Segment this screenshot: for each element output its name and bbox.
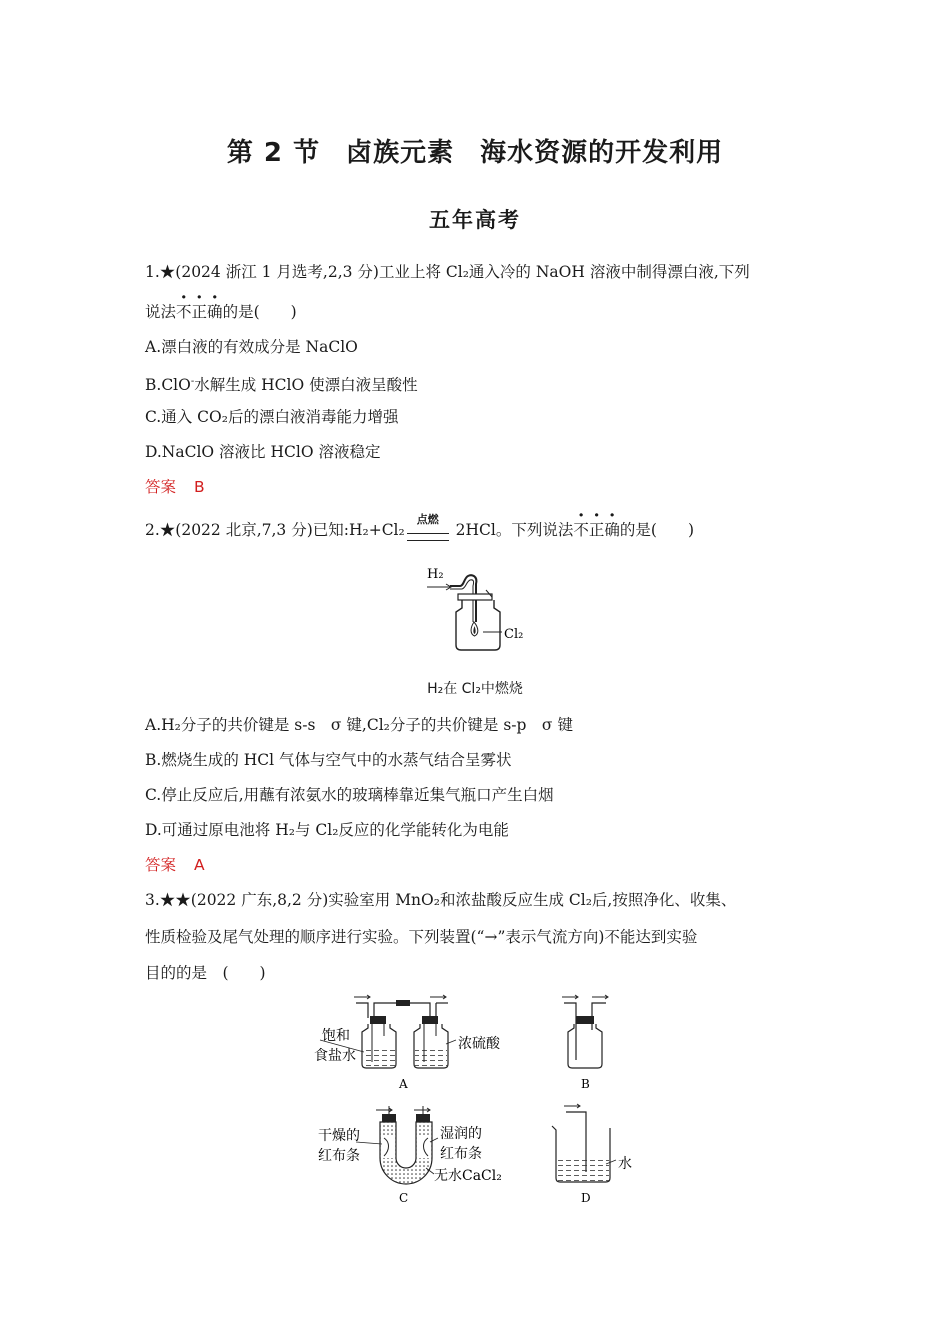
q2-option-d: D.可通过原电池将 H₂与 Cl₂反应的化学能转化为电能: [145, 821, 509, 839]
q2-stem: [145, 513, 695, 541]
q2-option-b: B.燃烧生成的 HCl 气体与空气中的水蒸气结合呈雾状: [145, 751, 512, 769]
q3-stem-line3: 目的的是 ( ): [145, 964, 266, 982]
q1-stem-line1: 1.★(2024 浙江 1 月选考,2,3 分)工业上将 Cl₂通入冷的 NaOH 溶液中制得漂白液,下列: [145, 263, 750, 281]
page-title: [0, 132, 950, 169]
q1-option-b-text: B.ClO: [145, 376, 191, 394]
apparatus-c: [318, 1106, 502, 1205]
q1-option-b: [145, 371, 418, 396]
q1-emphasis-char: 确: [207, 303, 223, 321]
q2-option-c: C.停止反应后,用蘸有浓氨水的玻璃棒靠近集气瓶口产生白烟: [145, 786, 554, 804]
figure-label-a: A: [399, 1077, 408, 1091]
q1-stem-text: 说法: [145, 303, 177, 321]
q2-stem-text: 2HCl。下列说法: [455, 521, 574, 539]
answer-label: 答案: [145, 856, 177, 874]
q1-option-a: A.漂白液的有效成分是 NaClO: [145, 338, 358, 356]
q2-option-a: A.H₂分子的共价键是 s-s σ 键,Cl₂分子的共价键是 s-p σ 键: [145, 716, 573, 734]
apparatus-d: [552, 1104, 632, 1205]
label-saturated: 饱和: [322, 1028, 350, 1044]
q3-stem-line1: 3.★★(2022 广东,8,2 分)实验室用 MnO₂和浓盐酸反应生成 Cl₂后,按照净化、收集、: [145, 891, 737, 909]
figure-label-b: B: [581, 1077, 590, 1091]
label-anhydrous-cacl2: 无水CaCl₂: [434, 1168, 502, 1184]
apparatus-a: [314, 995, 501, 1091]
title-section-number: 第 2 节: [226, 138, 321, 168]
answer-label: 答案: [145, 478, 177, 496]
section-heading: 五年高考: [429, 208, 521, 232]
q1-answer: [145, 476, 205, 498]
q1-stem-line2: [145, 301, 297, 323]
figure-label-c: C: [399, 1191, 409, 1205]
q2-answer: [145, 854, 205, 876]
label-water: 水: [618, 1156, 632, 1172]
label-red-cloth-moist: 红布条: [440, 1146, 482, 1162]
figure-caption: H₂在 Cl₂中燃烧: [427, 681, 523, 697]
answer-value: B: [194, 478, 205, 496]
q2-stem-text: 的是( ): [619, 521, 695, 539]
label-red-cloth-dry: 红布条: [318, 1148, 360, 1164]
reaction-condition-label: 点燃: [416, 513, 439, 526]
q2-emphasis-char: 正: [588, 521, 605, 539]
q1-option-b-text: 水解生成 HClO 使漂白液呈酸性: [194, 376, 418, 394]
cl2-label: Cl₂: [504, 627, 524, 642]
label-moist: 湿润的: [440, 1126, 482, 1142]
label-dry: 干燥的: [318, 1128, 360, 1144]
q1-option-d: D.NaClO 溶液比 HClO 溶液稳定: [145, 443, 381, 461]
h2-combustion-apparatus: [420, 560, 540, 660]
q1-emphasis-char: 不: [176, 303, 192, 321]
q3-stem-line2: 性质检验及尾气处理的顺序进行实验。下列装置(“→”表示气流方向)不能达到实验: [145, 928, 698, 946]
q3-apparatus-figure: [310, 988, 650, 1208]
reaction-condition: [407, 513, 449, 535]
q1-emphasis-char: 正: [191, 303, 208, 321]
q2-emphasis-char: 不: [573, 521, 589, 539]
figure-label-d: D: [581, 1191, 591, 1205]
q2-stem-text: 2.★(2022 北京,7,3 分)已知:H₂+Cl₂: [145, 521, 405, 539]
title-topic: 卤族元素: [346, 138, 455, 168]
q2-emphasis-char: 确: [604, 521, 620, 539]
q1-option-b-sup: -: [190, 376, 195, 387]
answer-value: A: [194, 856, 205, 874]
h2-label: H₂: [427, 567, 444, 582]
q1-stem-text: 的是( ): [222, 303, 297, 321]
title-subtopic: 海水资源的开发利用: [480, 138, 724, 168]
apparatus-b: [562, 995, 608, 1091]
q1-option-c: C.通入 CO₂后的漂白液消毒能力增强: [145, 408, 399, 426]
label-brine: 食盐水: [314, 1048, 356, 1064]
label-conc-sulfuric-acid: 浓硫酸: [458, 1036, 500, 1052]
